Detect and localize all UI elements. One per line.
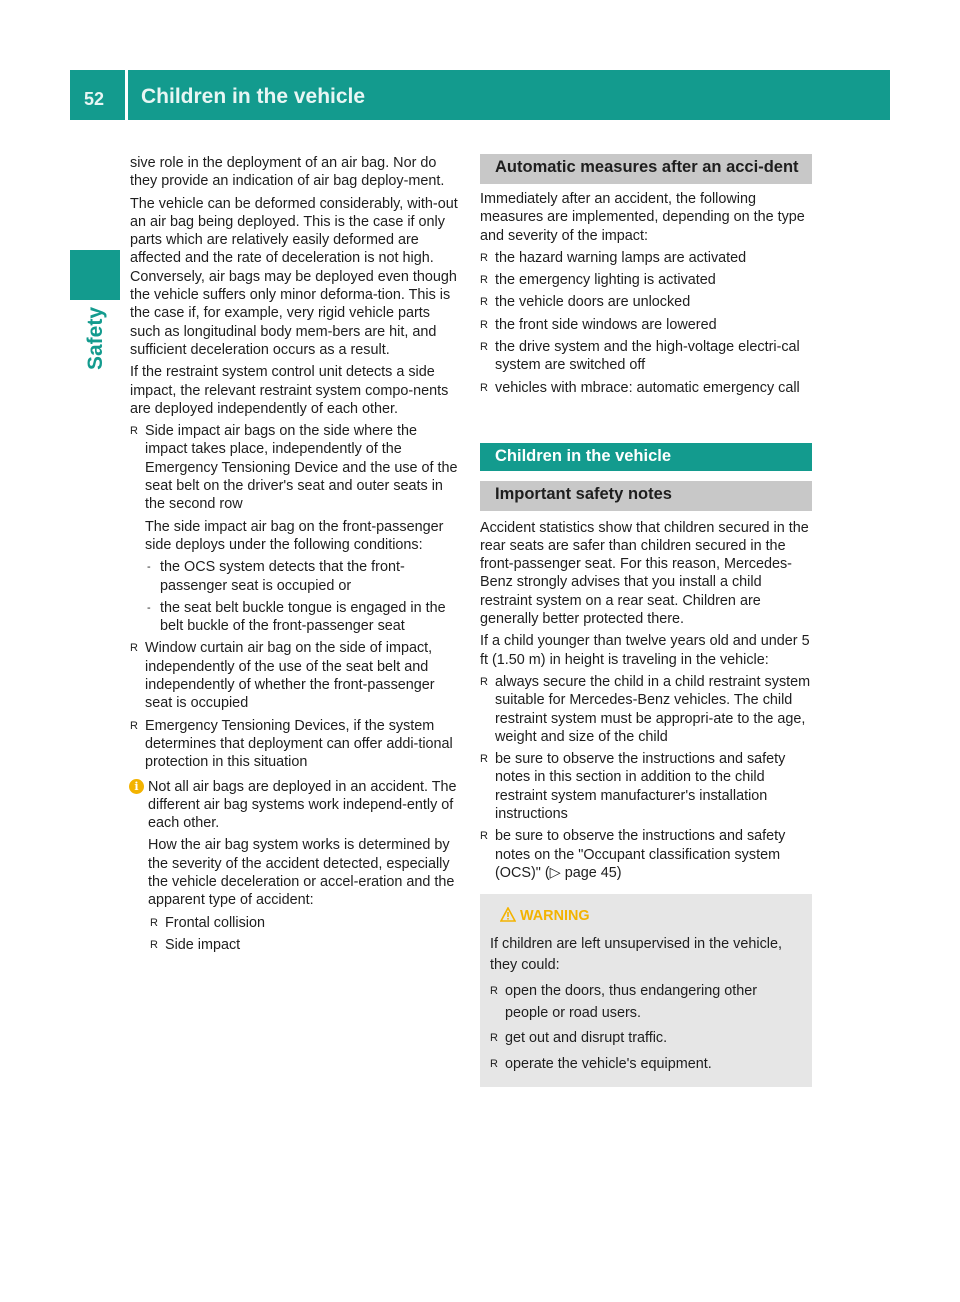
section-label: Safety (84, 307, 107, 371)
warning-box (480, 894, 812, 1087)
bullet-icon: R (150, 916, 158, 929)
left-column (130, 154, 462, 958)
dash-item (145, 599, 462, 636)
info-icon: i (129, 779, 144, 794)
warning-triangle-icon (500, 907, 516, 922)
dash-icon: - (147, 561, 151, 574)
bullet-icon: R (130, 425, 138, 438)
page-ref-link[interactable]: page 45) (560, 864, 622, 881)
bullet-icon: R (480, 251, 488, 264)
list-item (490, 981, 802, 1024)
list-item (150, 914, 462, 932)
list-item-text: the hazard warning lamps are activated (495, 249, 747, 266)
bullet-icon: R (480, 274, 488, 287)
bullet-icon: R (480, 753, 488, 766)
list-item (480, 379, 812, 397)
chapter-heading: Children in the vehicle (480, 443, 812, 471)
page-title: Children in the vehicle (141, 85, 366, 108)
side-tab (70, 250, 120, 300)
list-item-text: be sure to observe the instructions and safety notes in this section in addition to the child restraint system manufacturer's installation instructions (495, 751, 786, 823)
list-item-text: be sure to observe the instructions and safety notes on the "Occupant classification system (OCS)" ( (495, 828, 786, 881)
bullet-icon: R (480, 318, 488, 331)
info-text: How the air bag system works is determined by the severity of the accident detected, especially the vehicle deceleration or accel-eration and the apparent type of accident: (148, 837, 455, 909)
list-item-text: the drive system and the high-voltage electri-cal system are switched off (495, 339, 800, 374)
list-item (480, 673, 812, 746)
bullet-icon: R (150, 938, 158, 951)
list-item (130, 639, 462, 712)
list-item-text: vehicles with mbrace: automatic emergency call (495, 379, 800, 396)
paragraph: If the restraint system control unit detects a side impact, the relevant restraint system compo-nents are deployed independently of each other. (130, 364, 449, 417)
list-item-text: Window curtain air bag on the side of impact, independently of the use of the seat belt and independently of whether the front-passenger seat is occupied (145, 640, 435, 712)
list-item-text: Side impact (165, 936, 241, 953)
list-item (480, 338, 812, 375)
header-divider (125, 70, 128, 120)
list-item (480, 249, 812, 267)
list-item (130, 422, 462, 635)
dash-item-text: the seat belt buckle tongue is engaged in the belt buckle of the front-passenger seat (160, 599, 446, 635)
section-heading: Automatic measures after an acci-dent (480, 154, 812, 184)
list-item (130, 717, 462, 772)
dash-icon: - (147, 601, 151, 614)
list-item-text: Frontal collision (165, 914, 265, 931)
warning-title-text: WARNING (520, 908, 590, 925)
bullet-icon: R (490, 984, 498, 997)
bullet-icon: R (480, 296, 488, 309)
list-item-text: Side impact air bags on the side where the impact takes place, independently of the Emergency Tensioning Device and the use of the seat belt on the driver's seat and outer seats in the second row (145, 423, 458, 513)
bullet-icon: R (490, 1057, 498, 1070)
list-item-text: the emergency lighting is activated (495, 272, 716, 289)
list-item (480, 750, 812, 823)
bullet-icon: R (480, 830, 488, 843)
info-note (130, 778, 462, 955)
list-item (480, 293, 812, 311)
info-text: Not all air bags are deployed in an accident. The different air bag systems work independ-ently of each other. (148, 778, 457, 832)
paragraph: If a child younger than twelve years old and under 5 ft (1.50 m) in height is traveling in the vehicle: (480, 633, 810, 668)
list-item (490, 1028, 802, 1050)
list-item (490, 1054, 802, 1076)
list-item (480, 316, 812, 334)
section-heading: Important safety notes (480, 481, 812, 510)
paragraph: The vehicle can be deformed considerably, with-out an air bag being deployed. This is the case if only parts which are relatively easily deformed are affected and the rate of deceleration is not high. Conversely, air bags may be deployed even though the vehicle suffers only minor deforma-tion. This is the case if, for example, very rigid vehicle parts such as longitudinal body mem-bers are hit, and sufficient deceleration occurs as a result. (130, 195, 458, 358)
bullet-icon: R (130, 719, 138, 732)
bullet-icon: R (480, 341, 488, 354)
list-item (480, 827, 812, 882)
dash-item-text: the OCS system detects that the front-passenger seat is occupied or (160, 559, 405, 594)
warning-title (490, 906, 802, 928)
paragraph: sive role in the deployment of an air bag. Nor do they provide an indication of air bag deploy-ment. (130, 155, 445, 190)
page-ref-arrow-icon: ▷ (549, 864, 561, 881)
paragraph: Immediately after an accident, the following measures are implemented, depending on the type and severity of the impact: (480, 191, 805, 244)
bullet-icon: R (480, 675, 488, 688)
bullet-icon: R (130, 642, 138, 655)
list-item-text: open the doors, thus endangering other people or road users. (505, 982, 758, 1021)
page-number: 52 (84, 89, 105, 109)
list-item-text: Emergency Tensioning Devices, if the system determines that deployment can offer addi-tional protection in this situation (145, 717, 453, 771)
paragraph: Accident statistics show that children secured in the rear seats are safer than children secured in the front-passenger seat. For this reason, Mercedes-Benz strongly advises that you install a child restraint system on a rear seat. Children are generally better protected there. (480, 519, 809, 628)
list-item-text: the front side windows are lowered (495, 316, 717, 333)
list-item-text: get out and disrupt traffic. (505, 1030, 668, 1047)
bullet-icon: R (490, 1032, 498, 1045)
list-item-text: always secure the child in a child restraint system suitable for Mercedes-Benz vehicles. The child restraint system must be appropri-ate to the age, weight and size of the child (495, 673, 811, 745)
right-column (480, 154, 812, 1087)
bullet-icon: R (480, 381, 488, 394)
list-item (480, 271, 812, 289)
list-item (150, 936, 462, 954)
list-item-text: operate the vehicle's equipment. (505, 1055, 712, 1072)
list-item-note: The side impact air bag on the front-passenger side deploys under the following conditions: (145, 518, 444, 553)
warning-text: If children are left unsupervised in the vehicle, they could: (490, 935, 782, 974)
list-item-text: the vehicle doors are unlocked (495, 294, 691, 311)
dash-item (145, 558, 462, 595)
